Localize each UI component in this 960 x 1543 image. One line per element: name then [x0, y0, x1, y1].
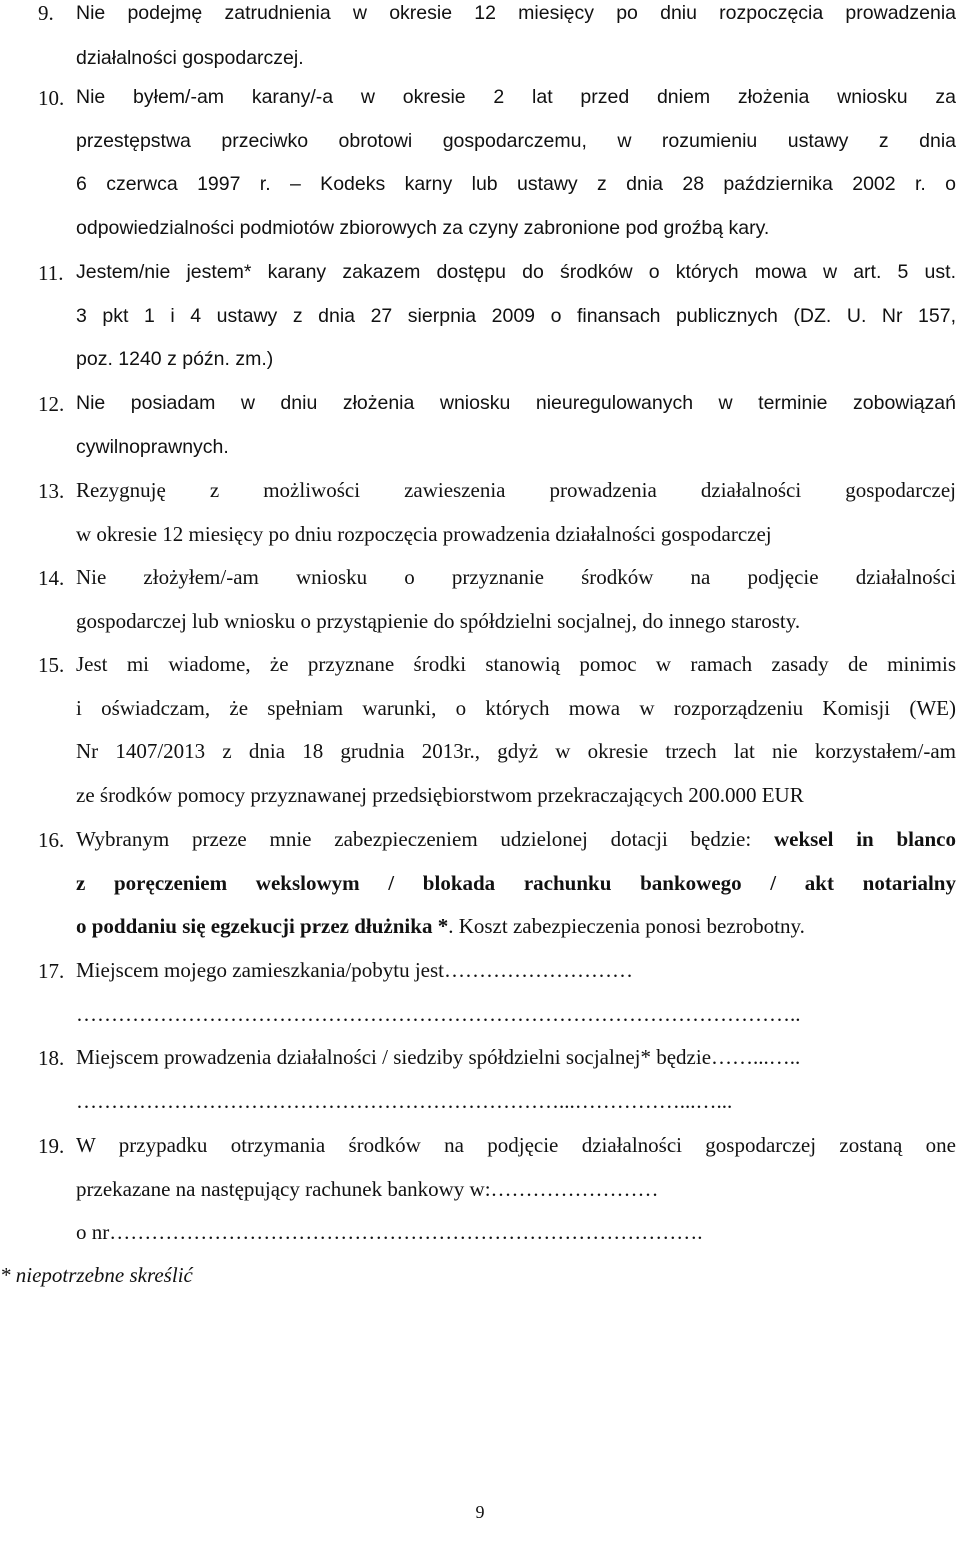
item-number: 13.	[38, 479, 65, 503]
item-text-line: odpowiedzialności podmiotów zbiorowych za czyny zabronione pod groźbą kary.	[76, 217, 770, 240]
item-text-line	[76, 905, 956, 949]
item-number: 16.	[38, 828, 65, 852]
item-text-bold-line: z poręczeniem wekslowym / blokada rachunku bankowego / akt notarialny	[76, 870, 956, 895]
item-text-normal: Wybranym przeze mnie zabezpieczeniem udzielonej dotacji będzie:	[76, 827, 774, 851]
list-item-18	[38, 1036, 956, 1123]
item-text-line: Nie podejmę zatrudnienia w okresie 12 miesięcy po dniu rozpoczęcia prowadzenia	[76, 2, 956, 24]
item-text-line: 3 pkt 1 i 4 ustawy z dnia 27 sierpnia 2009 o finansach publicznych (DZ. U. Nr 157,	[76, 304, 956, 327]
item-text-bold: weksel in blanco	[773, 827, 956, 851]
item-text-line: w okresie 12 miesięcy po dniu rozpoczęcia prowadzenia działalności gospodarczej	[76, 521, 772, 546]
item-text-line: Rezygnuję z możliwości zawieszenia prowadzenia działalności gospodarczej	[76, 478, 956, 502]
item-text-line: Nr 1407/2013 z dnia 18 grudnia 2013r., gdyż w okresie trzech lat nie korzystałem/-am	[76, 739, 956, 764]
item-text-line: 6 czerwca 1997 r. – Kodeks karny lub ustawy z dnia 28 października 2002 r. o	[76, 173, 956, 196]
item-number: 17.	[38, 959, 65, 983]
business-location-field-dots[interactable]: ……………………………………………………………...……………...…...	[76, 1088, 733, 1113]
item-text-line: Nie złożyłem/-am wniosku o przyznanie środków na podjęcie działalności	[76, 565, 956, 589]
item-text-line	[76, 818, 956, 862]
item-number: 9.	[38, 1, 54, 25]
footnote: * niepotrzebne skreślić	[0, 1263, 193, 1287]
item-text-line: gospodarczej lub wniosku o przystąpienie do spółdzielni socjalnej, do innego starosty.	[76, 608, 801, 633]
item-text-line: działalności gospodarczej.	[76, 47, 304, 69]
item-number: 19.	[38, 1134, 65, 1158]
list-item-9	[38, 0, 956, 81]
item-text-line: i oświadczam, że spełniam warunki, o których mowa w rozporządzeniu Komisji (WE)	[76, 695, 956, 720]
list-item-14	[38, 556, 956, 643]
item-text-line: Nie byłem/-am karany/-a w okresie 2 lat przed dniem złożenia wniosku za	[76, 86, 956, 108]
item-text-line: ze środków pomocy przyznawanej przedsiębiorstwom przekraczających 200.000 EUR	[76, 783, 804, 808]
list-item-13	[38, 469, 956, 556]
list-item-16	[38, 818, 956, 949]
item-number: 18.	[38, 1046, 65, 1070]
item-text-line: Jestem/nie jestem* karany zakazem dostępu do środków o których mowa w art. 5 ust.	[76, 261, 956, 283]
item-text-line: poz. 1240 z późn. zm.)	[76, 348, 274, 371]
bank-field-line[interactable]: przekazane na następujący rachunek bankowy w:……………………	[76, 1176, 659, 1201]
list-item-15	[38, 643, 956, 818]
list-item-11	[38, 251, 956, 382]
account-number-field[interactable]: o nr………………………………………………………………………….	[76, 1220, 703, 1245]
list-item-19	[38, 1124, 956, 1255]
item-number: 12.	[38, 392, 65, 416]
item-text-line: cywilnoprawnych.	[76, 435, 229, 458]
item-text-line: Jest mi wiadome, że przyznane środki stanowią pomoc w ramach zasady de minimis	[76, 652, 956, 676]
page-number: 9	[475, 1502, 485, 1522]
item-text-bold: o poddaniu się egzekucji przez dłużnika *	[76, 914, 449, 939]
list-item-10	[38, 76, 956, 251]
item-text-line: przestępstwa przeciwko obrotowi gospodarczemu, w rozumieniu ustawy z dnia	[76, 129, 956, 152]
residence-field-dots[interactable]: …………………………………………………………………………………………..	[76, 1001, 801, 1026]
item-number: 11.	[38, 261, 64, 285]
item-text-line: W przypadku otrzymania środków na podjęcie działalności gospodarczej zostaną one	[76, 1133, 956, 1157]
residence-field-line[interactable]: Miejscem mojego zamieszkania/pobytu jest………………………	[76, 958, 633, 982]
item-number: 14.	[38, 566, 65, 590]
item-number: 10.	[38, 86, 65, 110]
item-text-normal: . Koszt zabezpieczenia ponosi bezrobotny.	[448, 914, 805, 939]
business-location-field-line[interactable]: Miejscem prowadzenia działalności / siedziby spółdzielni socjalnej* będzie……...…..	[76, 1045, 801, 1069]
list-item-17	[38, 949, 956, 1036]
item-text-line: Nie posiadam w dniu złożenia wniosku nieuregulowanych w terminie zobowiązań	[76, 392, 956, 414]
item-number: 15.	[38, 653, 65, 677]
list-item-12	[38, 382, 956, 469]
